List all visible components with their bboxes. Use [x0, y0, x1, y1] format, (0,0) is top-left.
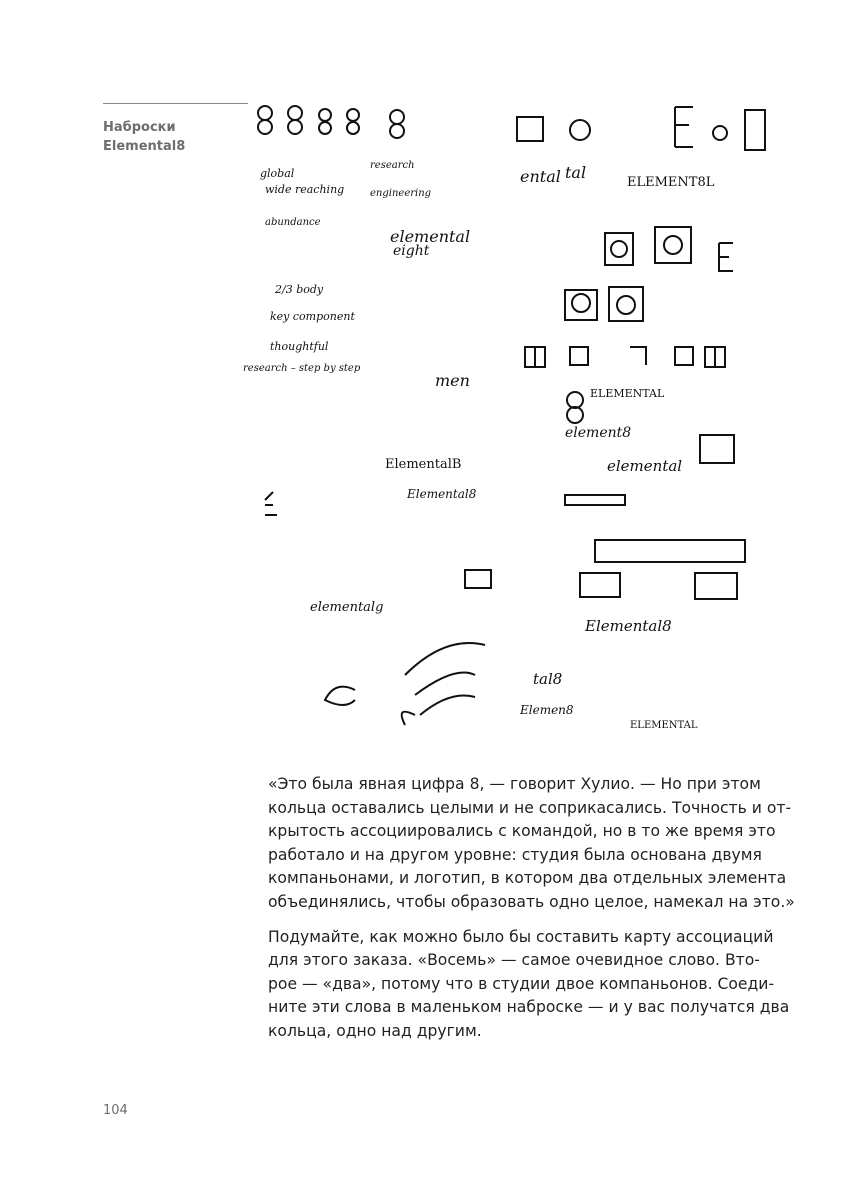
caption-line-2: Elemental8 — [103, 139, 186, 154]
sketch-word: wide reaching — [265, 183, 345, 196]
sketch-word: elementalg — [310, 600, 384, 615]
sketch-word: global — [260, 167, 295, 180]
sketch-word: ElementalB — [385, 457, 462, 472]
text-line: кольца оставались целыми и не соприкасались. Точность и от- — [268, 798, 792, 817]
logo-sketches-image — [235, 95, 795, 755]
text-line: ните эти слова в маленьком наброске — и у вас получатся два — [268, 998, 790, 1017]
text-line: Подумайте, как можно было бы составить карту ассоциаций — [268, 927, 774, 946]
page-number: 104 — [103, 1103, 128, 1118]
text-line: компаньонами, и логотип, в котором два отдельных элемента — [268, 869, 787, 888]
sketch-word: ELEMENTAL — [630, 720, 698, 731]
text-line: объединялись, чтобы образовать одно целое, намекал на это.» — [268, 892, 795, 911]
sketch-word: Elemental8 — [407, 487, 477, 501]
quote-paragraph — [268, 773, 795, 915]
sketch-word: research — [370, 160, 415, 171]
sketch-word: thoughtful — [270, 340, 329, 353]
caption-rule — [103, 103, 248, 104]
sketch-word: men — [435, 371, 470, 390]
caption-line-1: Наброски — [103, 120, 176, 135]
sketch-word: tal — [565, 163, 587, 182]
text-line: крытость ассоциировались с командой, но в то же время это — [268, 822, 776, 841]
sketch-word: ELEMENTAL — [590, 387, 665, 400]
sketch-word: Elemental8 — [585, 617, 672, 635]
sketch-word: eight — [393, 243, 430, 259]
sketch-word: abundance — [265, 217, 321, 228]
body-text — [268, 773, 795, 1044]
eight-glyphs — [258, 106, 404, 138]
text-line: «Это была явная цифра 8, — говорит Хулио. — Но при этом — [268, 775, 761, 793]
text-line: кольца, одно над другим. — [268, 1021, 482, 1040]
text-line: работало и на другом уровне: студия была основана двумя — [268, 845, 762, 864]
sketch-word: key component — [270, 310, 355, 323]
sketch-word: ELEMENT8L — [627, 175, 715, 190]
sketch-word: ental — [520, 167, 561, 186]
text-line: для этого заказа. «Восемь» — самое очевидное слово. Вто- — [268, 951, 760, 970]
figure-caption — [103, 118, 185, 156]
sketch-word: Elemen8 — [520, 703, 574, 717]
sketch-word: elemental — [607, 457, 683, 475]
second-paragraph — [268, 926, 790, 1044]
sketch-word: 2/3 body — [275, 283, 324, 296]
text-line: рое — «два», потому что в студии двое компаньонов. Соеди- — [268, 974, 775, 993]
sketch-word: element8 — [565, 425, 632, 441]
sketch-word: research – step by step — [243, 363, 361, 374]
sketch-word: tal8 — [533, 670, 563, 688]
sketch-word: engineering — [370, 188, 432, 199]
sketch-word: elemental — [390, 227, 471, 246]
